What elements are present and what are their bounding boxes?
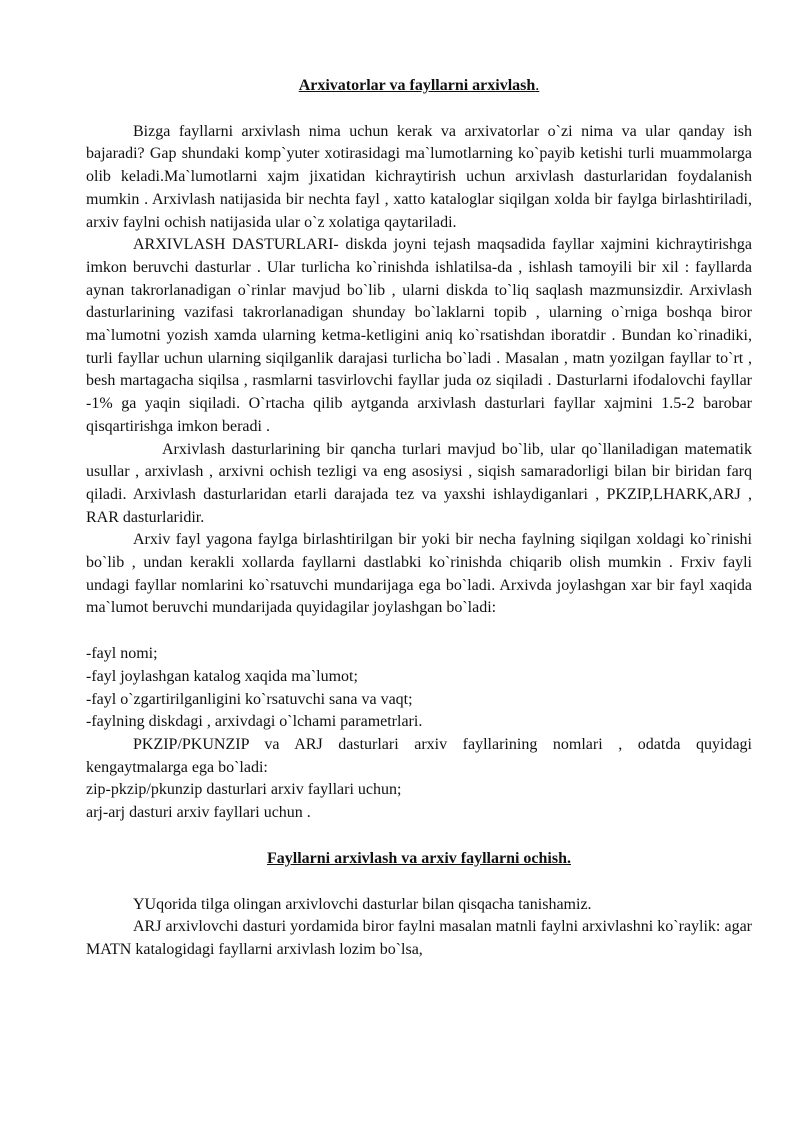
paragraph: Arxivlash dasturlarining bir qancha turlari mavjud bo`lib, ular qo`llaniladigan matematik usullar , arxivlash , arxivni ochish tezligi va eng asosiysi , siqish samaradorligi bilan bir biridan farq qiladi. Arxivlash dasturlaridan etarli darajada tez va yaxshi ishlaydiganlari , PKZIP,LHARK,ARJ , RAR dasturlaridir. <box>86 440 752 526</box>
paragraph: ARJ arxivlovchi dasturi yordamida biror faylni masalan matnli faylni arxivlashni ko`raylik: agar MATN katalogidagi fayllarni arxivlash lozim bo`lsa, <box>86 918 752 958</box>
paragraph: YUqorida tilga olingan arxivlovchi dasturlar bilan qisqacha tanishamiz. <box>133 895 592 913</box>
text-line: zip-pkzip/pkunzip dasturlari arxiv fayllari uchun; <box>86 781 402 799</box>
section-title-period: . <box>535 77 540 94</box>
section-title-text: Arxivatorlar va fayllarni arxivlash <box>298 77 536 94</box>
paragraph: PKZIP/PKUNZIP va ARJ dasturlari arxiv fayllarining nomlari , odatda quyidagi kengaytmalarga ega bo`ladi: <box>86 735 752 776</box>
list-item: -fayl joylashgan katalog xaqida ma`lumot; <box>86 667 358 685</box>
section-title <box>86 75 752 98</box>
list-item: -faylning diskdagi , arxivdagi o`lchami parametrlari. <box>86 713 423 731</box>
list-item: -fayl nomi; <box>86 645 158 663</box>
paragraph: ARXIVLASH DASTURLARI- diskda joyni tejash maqsadida fayllar xajmini kichraytirishga imkon beruvchi dasturlar . Ular turlicha ko`rinishda ishlatilsa-da , ishlash tamoyili bir xil : fayllarda aynan takrorlanadigan o`rinlar mavjud bo`lib , ularni diskda to`liq saqlash mazmunsizdir. Arxivlash dasturlarining vazifasi takrorlanadigan shunday bo`laklarni topib , ularning o`rniga boshqa biror ma`lumotni yozish xamda ularning ketma-ketligini aniq ko`rsatishdan iboratdir . Bundan ko`rinadiki, turli fayllar uchun ularning siqilganlik darajasi turlicha bo`ladi . Masalan , matn yozilgan fayllar to`rt , besh martagacha siqilsa , rasmlarni tasvirlovchi fayllar juda oz siqiladi . Dasturlarni ifodalovchi fayllar -1% ga yaqin siqiladi. O`rtacha qilib aytganda arxivlash dasturlari fayllar xajmini 1.5-2 barobar qisqartirishga imkon beradi . <box>86 236 752 435</box>
paragraph: Bizga fayllarni arxivlash nima uchun kerak va arxivatorlar o`zi nima va ular qanday ish bajaradi? Gap shundaki komp`yuter xotirasidagi ma`lumotlarning ko`payib ketishi turli muammolarga olib keladi.Ma`lumotlarni xajm jixatidan kichraytirish uchun arxivlash dasturlaridan foydalanish mumkin . Arxivlash natijasida bir nechta fayl , xatto kataloglar siqilgan xolda bir faylga birlashtiriladi, arxiv faylni ochish natijasida ular o`z xolatiga qaytariladi. <box>86 122 752 231</box>
section-title-2: Fayllarni arxivlash va arxiv fayllarni ochish. <box>266 849 571 867</box>
document-body <box>86 75 752 962</box>
paragraph: Arxiv fayl yagona faylga birlashtirilgan bir yoki bir necha faylning siqilgan xoldagi ko`rinishi bo`lib , undan kerakli xollarda fayllarni dastlabki ko`rinishda chiqarib olish mumkin . Frxiv fayli undagi fayllar nomlarini ko`rsatuvchi mundarijaga ega bo`ladi. Arxivda joylashgan xar bir fayl xaqida ma`lumot beruvchi mundarijada quyidagilar joylashgan bo`ladi: <box>86 531 752 617</box>
file-info-list <box>86 643 752 734</box>
list-item: -fayl o`zgartirilganligini ko`rsatuvchi sana va vaqt; <box>86 690 413 708</box>
text-line: arj-arj dasturi arxiv fayllari uchun . <box>86 804 311 822</box>
